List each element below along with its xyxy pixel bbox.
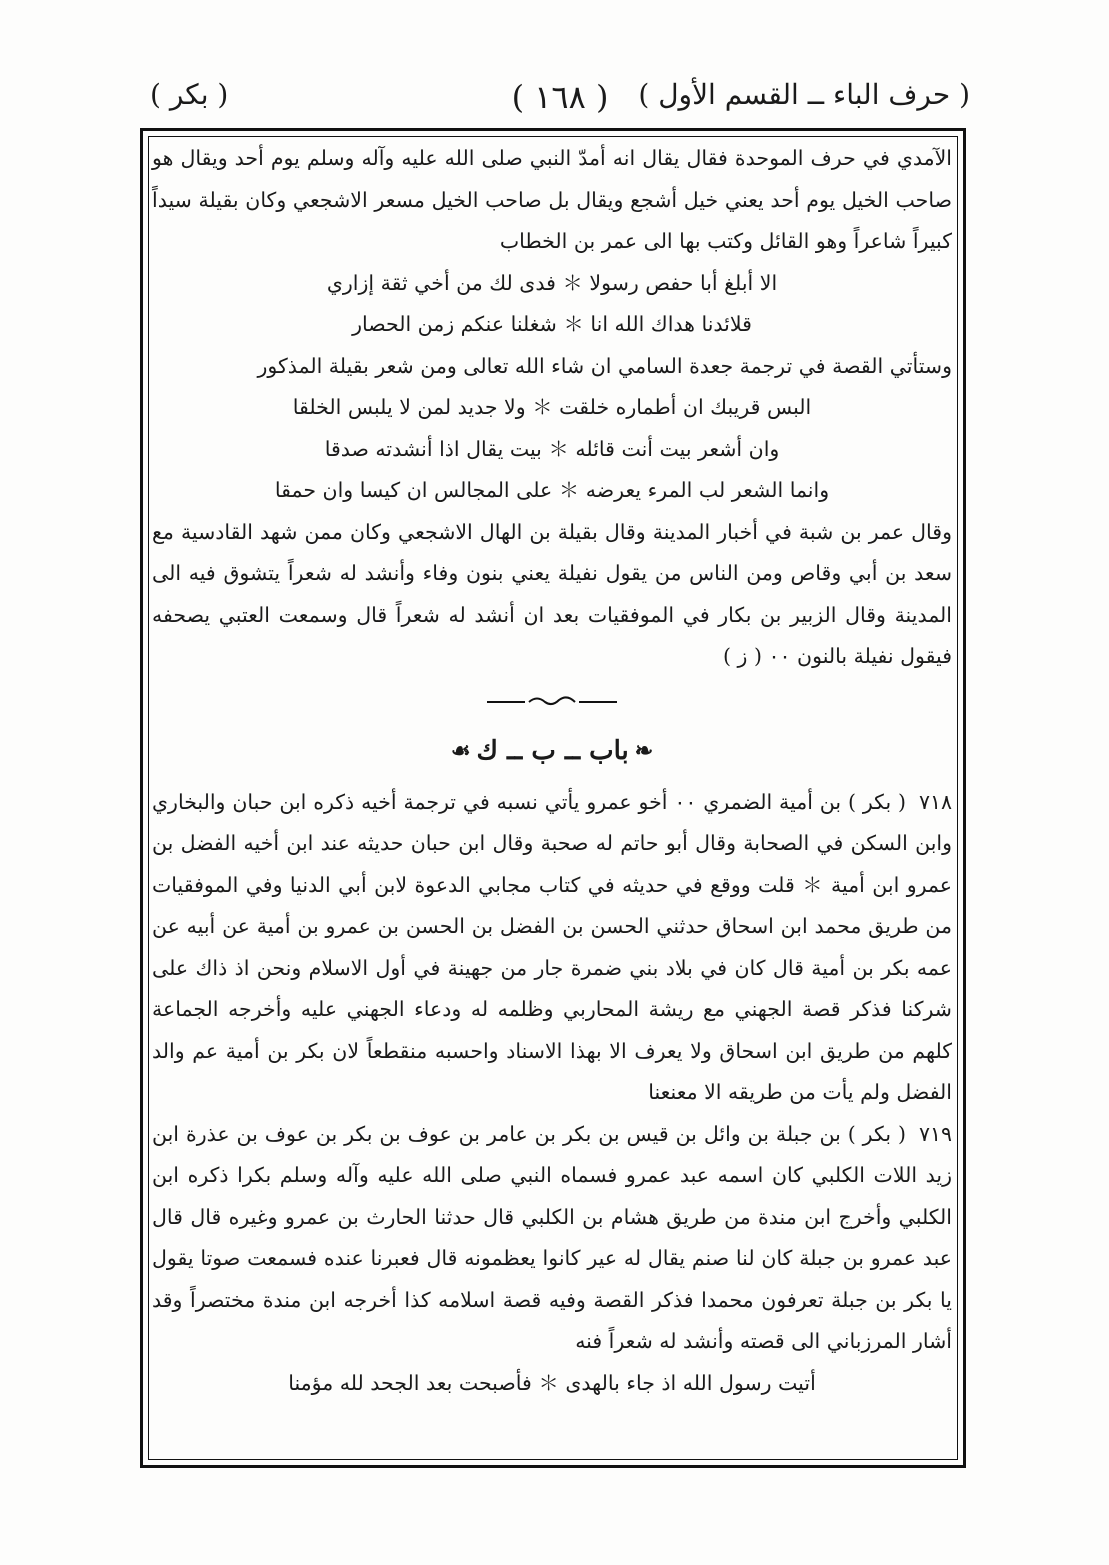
biography-entry	[152, 1114, 952, 1363]
flourish-icon: ❧	[634, 737, 654, 764]
entry-number: ٧١٩	[918, 1121, 952, 1146]
page-number: ( ١٦٨ )	[511, 78, 609, 116]
entry-text: ( بكر ) بن أمية الضمري ٠٠ أخو عمرو يأتي نسبه في ترجمة أخيه ذكره ابن حبان والبخاري وابن السكن في الصحابة وقال أبو حاتم له صحبة وقال ابن حبان حديثه عند ابن أخيه الفضل بن عمرو ابن أمية ＊ قلت ووقع في حديثه في كتاب مجابي الدعوة لابن أبي الدنيا وفي الموفقيات من طريق محمد ابن اسحاق حدثني الحسن بن الفضل بن الحسن بن عمرو بن أمية عن أبيه عن عمه بكر بن أمية قال كان في بلاد بني ضمرة جار من جهينة في أول الاسلام ونحن اذ ذاك على شركنا فذكر قصة الجهني مع ريشة المحاربي وظلمه له ودعاء الجهني عليه وأخرجه الجماعة كلهم من طريق ابن اسحاق ولا يعرف الا بهذا الاسناد واحسبه منقطعاً لان بكر بن أمية عم والد الفضل ولم يأت من طريقه الا معنعنا	[152, 789, 952, 1104]
paragraph: وستأتي القصة في ترجمة جعدة السامي ان شاء الله تعالى ومن شعر بقيلة المذكور	[257, 353, 952, 378]
biography-entry	[152, 782, 952, 1114]
entry-text: ( بكر ) بن جبلة بن وائل بن قيس بن بكر بن عامر بن عوف بن بكر بن عوف بن عذرة ابن زيد اللات الكلبي كان اسمه عبد عمرو فسماه النبي صلى الله عليه وآله وسلم بكرا ذكره ابن الكلبي وأخرج ابن مندة من طريق هشام بن الكلبي قال حدثنا الحارث بن عمرو وغيره قال قال عبد عمرو بن جبلة كان لنا صنم يقال له عير كانوا يعظمونه قال فعبرنا عنده فسمعت صوتا يقول يا بكر بن جبلة تعرفون محمدا فذكر القصة وفيه قصة اسلامه كذا أخرجه ابن مندة مختصراً وقد أشار المرزباني الى قصته وأنشد له شعراً فنه	[152, 1121, 952, 1353]
running-head-word: ( بكر )	[150, 78, 229, 111]
poem-verse: أتيت رسول الله اذ جاء بالهدى ＊ فأصبحت بعد الجحد لله مؤمنا	[288, 1370, 816, 1395]
ornamental-divider	[152, 678, 952, 722]
poem-verse: الا أبلغ أبا حفص رسولا ＊ فدى لك من أخي ثقة إزاري	[326, 270, 778, 295]
paragraph: وقال عمر بن شبة في أخبار المدينة وقال بقيلة بن الهال الاشجعي وكان ممن شهد القادسية مع سعد بن أبي وقاص ومن الناس من يقول نفيلة يعني بنون وفاء وأنشد له شعراً يتشوق فيه الى المدينة وقال الزبير بن بكار في الموفقيات بعد ان أنشد له شعراً قال وسمعت العتبي يصحفه فيقول نفيلة بالنون ٠٠ ( ز )	[152, 519, 952, 668]
chapter-title: باب ــ ب ــ ك	[476, 735, 629, 766]
section-title: ( حرف الباء ــ القسم الأول )	[638, 78, 970, 111]
page-header	[150, 78, 970, 128]
poem-verse: وانما الشعر لب المرء يعرضه ＊ على المجالس ان كيسا وان حمقا	[274, 478, 830, 502]
poem-verse: وان أشعر بيت أنت قائله ＊ بيت يقال اذا أنشدته صدقا	[324, 436, 780, 461]
divider-ornament-icon	[487, 693, 617, 707]
poem-verse: قلائدنا هداك الله انا ＊ شغلنا عنكم زمن الحصار	[352, 312, 752, 336]
chapter-heading	[152, 722, 952, 782]
poem-verse: البس قريبك ان أطماره خلقت ＊ ولا جديد لمن لا يلبس الخلقا	[292, 395, 812, 419]
flourish-icon: ☙	[450, 737, 471, 764]
page-body	[152, 138, 952, 1404]
paragraph: الآمدي في حرف الموحدة فقال يقال انه أمدّ النبي صلى الله عليه وآله وسلم يوم أحد ويقال هو صاحب الخيل يوم أحد يعني خيل أشجع ويقال بل صاحب الخيل مسعر الاشجعي وكان بقيلة سيداً كبيراً شاعراً وهو القائل وكتب بها الى عمر بن الخطاب	[152, 146, 952, 253]
entry-number: ٧١٨	[918, 789, 952, 814]
